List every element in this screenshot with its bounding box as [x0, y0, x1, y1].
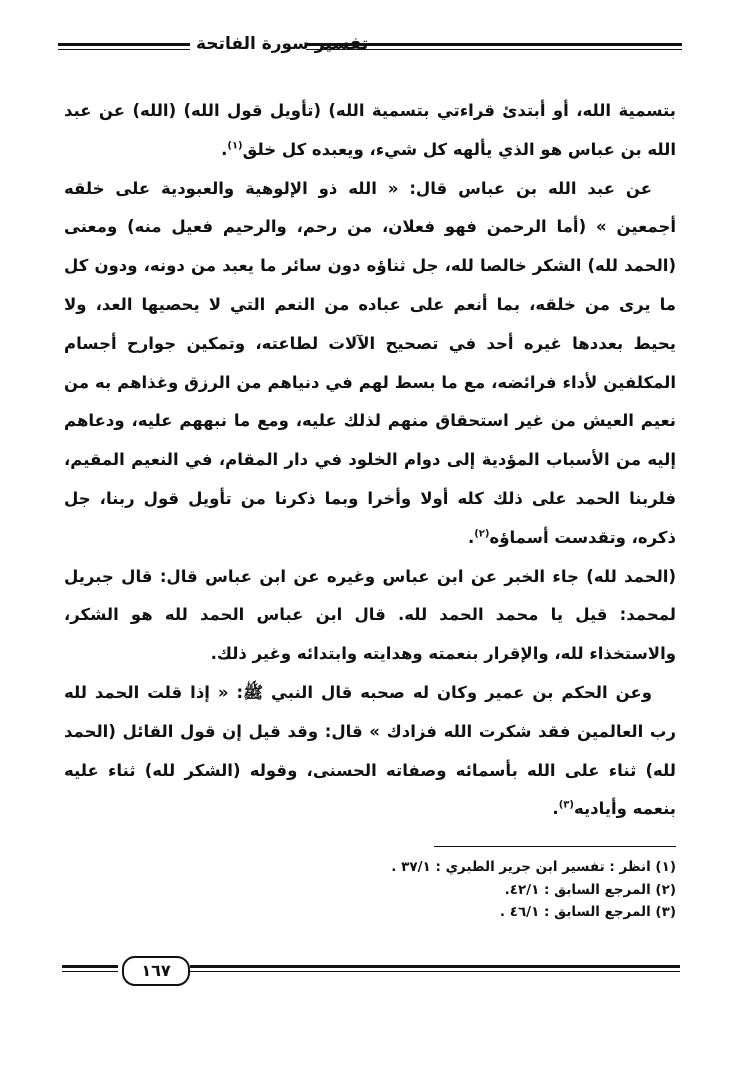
paragraph-1-tail: .	[221, 139, 228, 159]
footnote-1: (١) انظر : تفسير ابن جرير الطبري : ٣٧/١ .	[391, 859, 676, 875]
paragraph-4-text: وعن الحكم بن عمير وكان له صحبه قال النبي ﷺ: « إذا قلت الحمد لله رب العالمين فقد شكرت الله فزادك » قال: وقد قيل إن قول القائل (الحمد لله) ثناء على الله بأسمائه وصفاته الحسنى، وقوله (الشكر لله) ثناء عليه بنعمه وأياديه	[64, 682, 676, 819]
page-number: ١٦٧	[122, 956, 190, 986]
footer-rule-left	[62, 965, 118, 972]
footnote-3: (٣) المرجع السابق : ٤٦/١ .	[499, 904, 676, 920]
footnote-ref-1: (١)	[227, 140, 243, 152]
footnote-ref-2: (٢)	[474, 528, 490, 540]
footnote-2: (٢) المرجع السابق : ٤٢/١.	[504, 881, 676, 898]
paragraph-3	[64, 558, 676, 674]
paragraph-2	[64, 170, 676, 558]
paragraph-2-text: عن عبد الله بن عباس قال: « الله ذو الإلوهية والعبودية على خلقه أجمعين » (أما الرحمن فهو فعلان، من رحم، والرحيم فعيل منه) ومعنى (الحمد لله) الشكر خالصا لله، جل ثناؤه دون سائر ما يعبد من دونه، ودون كل ما يرى من خلقه، بما أنعم على عباده من النعم التي لا يحصيها العد، ولا يحيط بعددها غيره أحد في تصحيح الآلات لطاعته، وتمكين جوارح أجسام المكلفين لأداء فرائضه، مع ما بسط لهم في دنياهم من الرزق وغذاهم به من نعيم العيش من غير استحقاق منهم لذلك عليه، ومع ما نبههم عليه، ودعاهم إليه من الأسباب المؤدية إلى دوام الخلود في دار المقام، في النعيم المقيم، فلربنا الحمد على ذلك كله أولا وأخرا وبما ذكرنا من تأويل قول ربنا، جل ذكره، وتقدست أسماؤه	[64, 178, 676, 547]
footer-rule-right	[190, 965, 680, 972]
body-text	[64, 92, 676, 829]
running-header	[58, 30, 682, 64]
footnotes	[300, 856, 676, 924]
paragraph-2-tail: .	[467, 527, 475, 547]
header-rule-right	[306, 43, 682, 50]
paragraph-1-text: بتسمية الله، أو أبتدئ قراءتي بتسمية الله) (تأويل قول الله) (الله) عن عبد الله بن عباس هو الذي يألهه كل شيء، ويعبده كل خلق	[64, 101, 676, 159]
footnote-separator	[434, 846, 676, 847]
paragraph-1	[64, 92, 676, 170]
paragraph-3-text: (الحمد لله) جاء الخبر عن ابن عباس وغيره عن ابن عباس قال: قال جبريل لمحمد: قيل يا محمد الحمد لله. قال ابن عباس الحمد لله هو الشكر، والاستخذاء لله، والإقرار بنعمته وهدايته وابتدائه وغير ذلك.	[64, 566, 676, 664]
footnote-ref-3: (٣)	[558, 799, 574, 811]
page-footer	[62, 956, 680, 986]
paragraph-4-tail: .	[552, 799, 559, 819]
paragraph-4	[64, 674, 676, 829]
header-title: تفسير سورة الفاتحة	[196, 34, 369, 54]
header-rule-left	[58, 43, 190, 50]
